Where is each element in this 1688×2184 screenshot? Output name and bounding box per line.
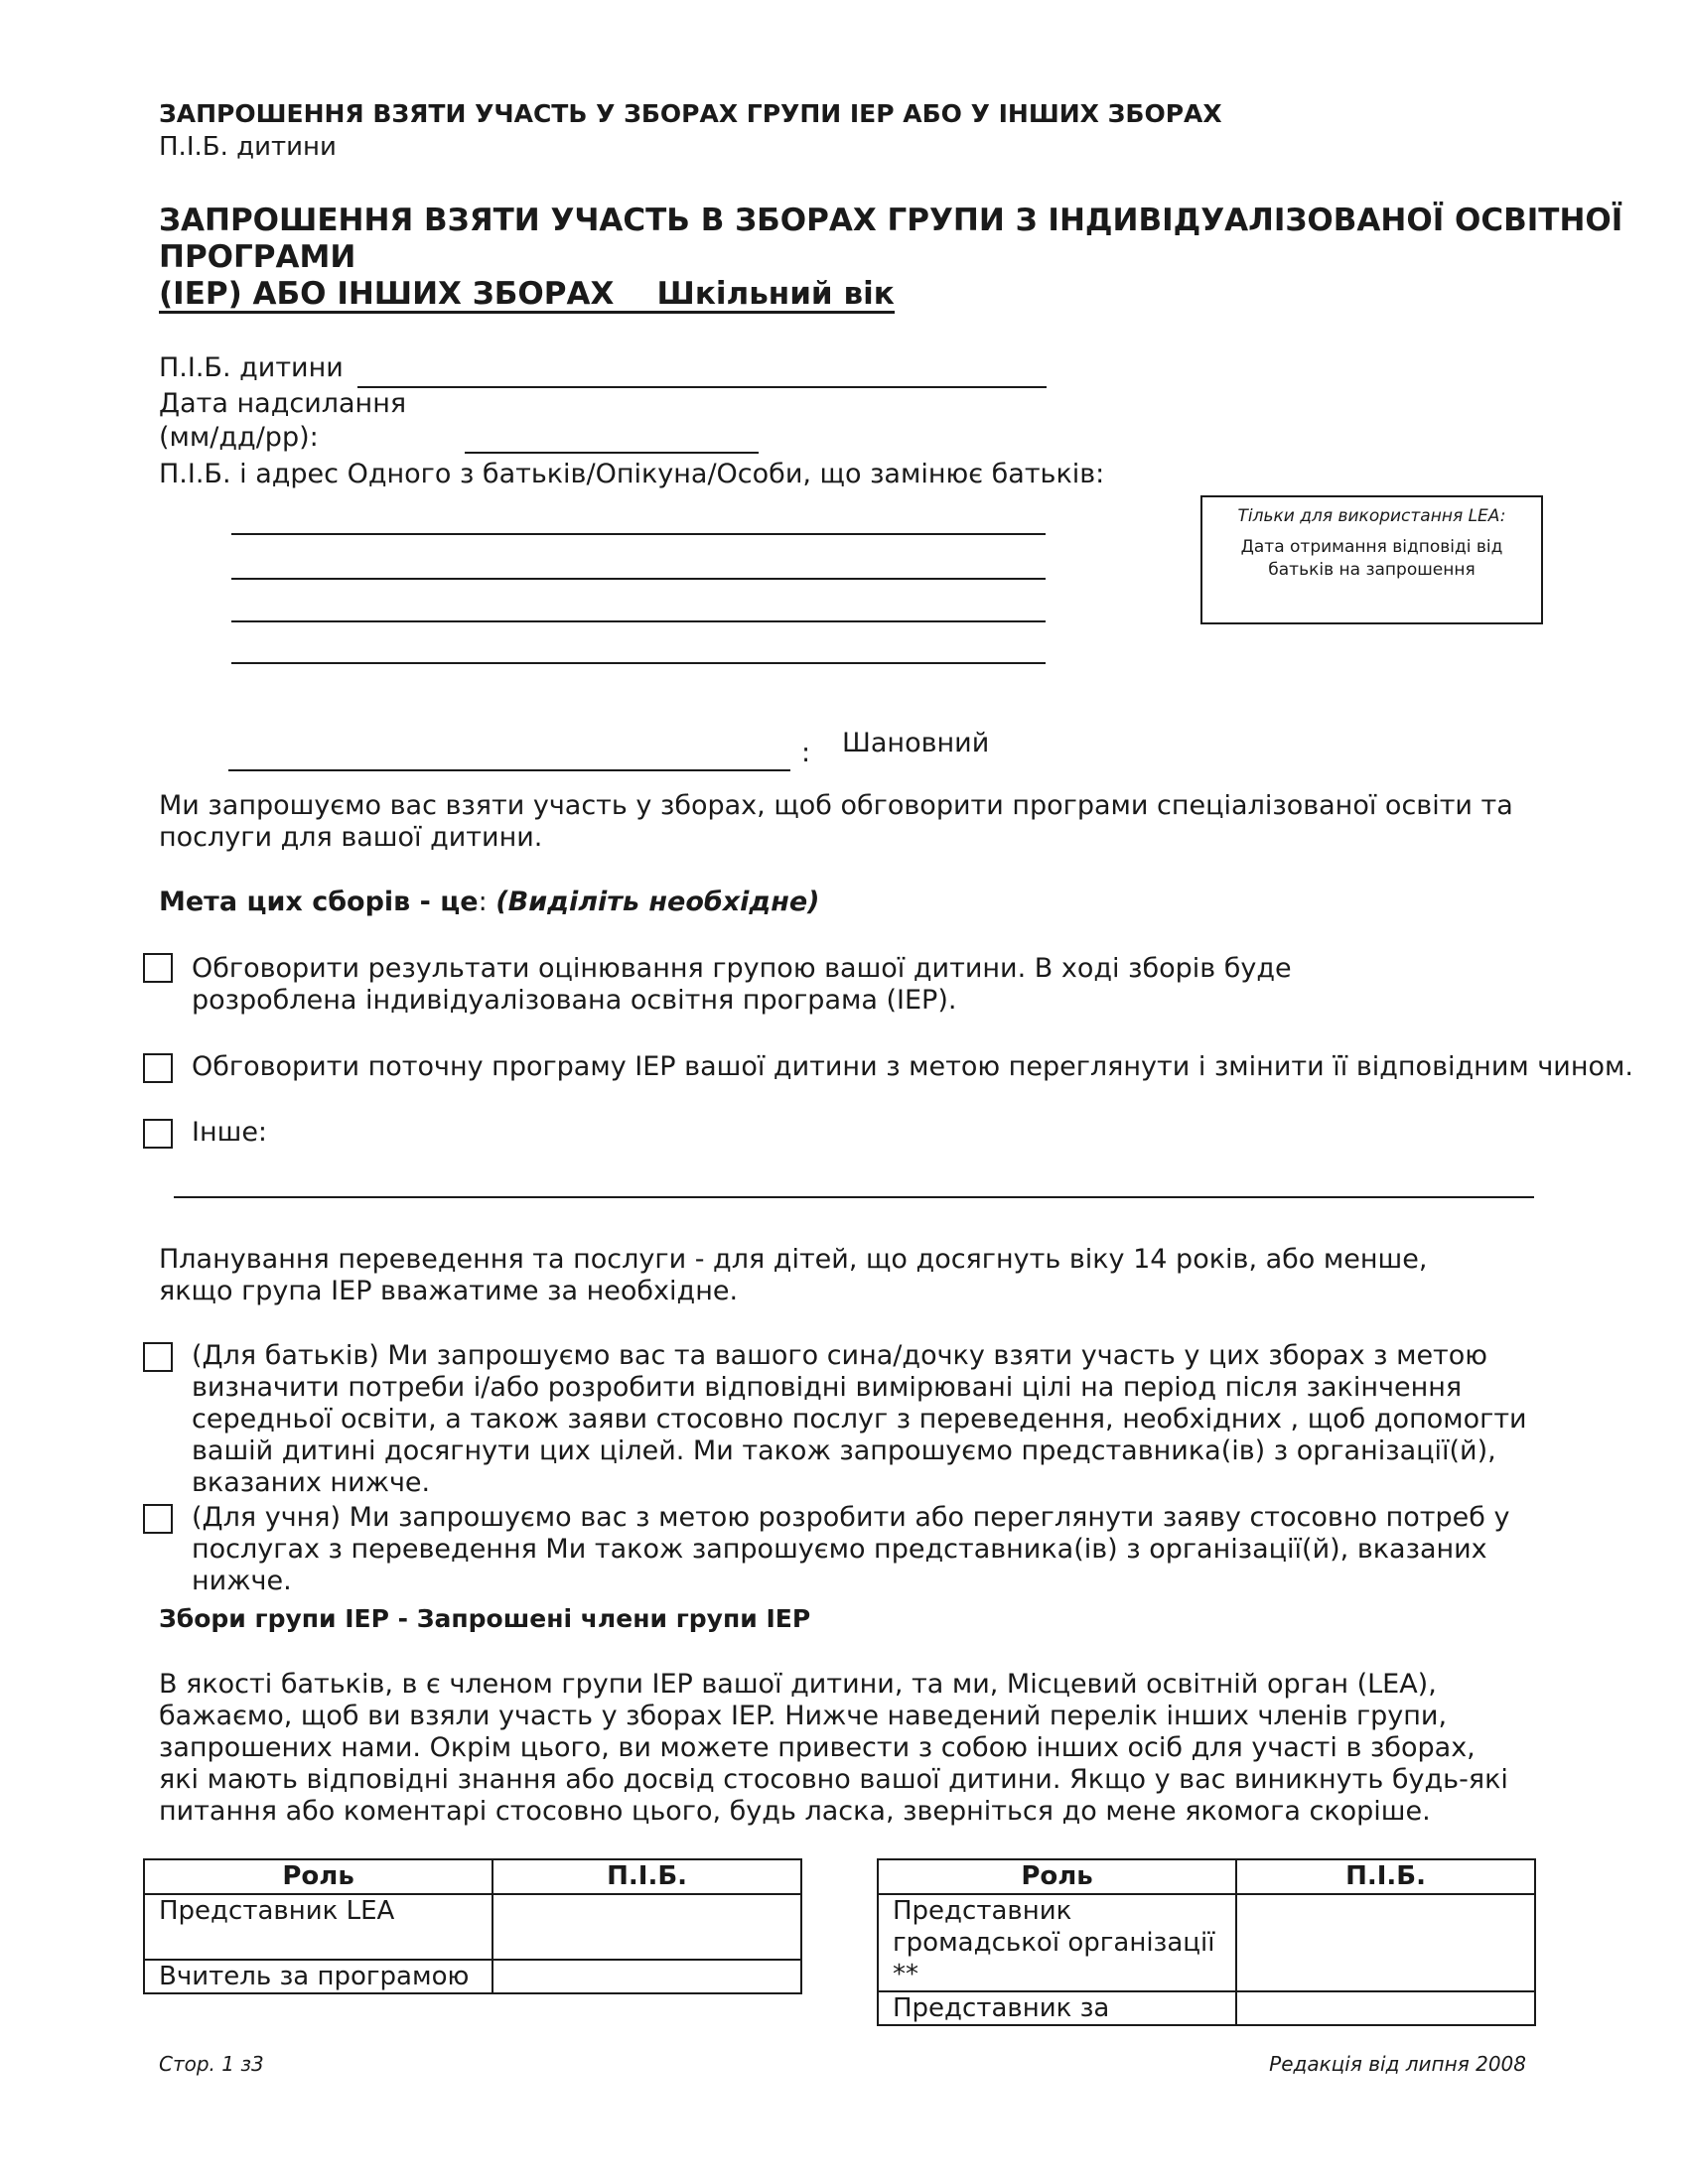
transition-student-text: (Для учня) Ми запрошуємо вас з метою розробити або переглянути заяву стосовно потреб у послугах з переведення Ми також запрошуємо представника(ів) з організації(й), вказаних нижче. [192, 1502, 1510, 1596]
purpose-option-2-text: Обговорити поточну програму IEP вашої дитини з метою переглянути і змінити її відповідним чином. [192, 1051, 1633, 1082]
header-child-name-label: П.І.Б. дитини [159, 132, 337, 162]
transition-parent-text: (Для батьків) Ми запрошуємо вас та вашого сина/дочку взяти участь у цих зборах з метою визначити потреби і/або розробити відповідні вимірювані цілі на період після закінчення середньої освіти, а також заяви стосовно послуг з переведення, необхідних , щоб допомогти вашій дитині досягнути цих цілей. Ми також запрошуємо представника(ів) з організації(й), вказаних нижче. [192, 1340, 1527, 1498]
table-cell-name-field[interactable] [1236, 1991, 1535, 2025]
document-header-title: ЗАПРОШЕННЯ ВЗЯТИ УЧАСТЬ У ЗБОРАХ ГРУПИ IEP АБО У ІНШИХ ЗБОРАХ [159, 99, 1222, 128]
purpose-option-1-checkbox[interactable] [143, 953, 173, 983]
transition-intro: Планування переведення та послуги - для дітей, що досягнуть віку 14 років, або менше, якщо група IEP вважатиме за необхідне. [159, 1244, 1428, 1306]
date-sent-field[interactable] [465, 452, 759, 454]
purpose-hint: (Виділіть необхідне) [495, 887, 820, 917]
child-name-label: П.І.Б. дитини [159, 352, 344, 383]
main-title [159, 203, 1622, 314]
members-paragraph: В якості батьків, в є членом групи IEP вашої дитини, та ми, Місцевий освітній орган (LEA), бажаємо, щоб ви взяли участь у зборах IEP. Нижче наведений перелік інших членів групи, запрошених нами. Окрім цього, ви можете привести з собою інших осіб для участі в зборах, які мають відповідні знання або досвід стосовно вашої дитини. Якщо у вас виникнуть будь-які питання або коментарі стосовно цього, будь ласка, зверніться до мене якомога скоріше. [159, 1669, 1508, 1827]
parent-address-line-2[interactable] [231, 578, 1046, 580]
main-title-line-1: ЗАПРОШЕННЯ ВЗЯТИ УЧАСТЬ В ЗБОРАХ ГРУПИ З ІНДИВІДУАЛІЗОВАНОЇ ОСВІТНОЇ [159, 203, 1623, 238]
table-cell-role: Представник громадської організації ** [878, 1894, 1236, 1991]
table-cell-role: Вчитель за програмою [144, 1960, 492, 1993]
purpose-option-other-text: Інше: [192, 1117, 268, 1148]
date-sent-label-2: (мм/дд/рр): [159, 422, 319, 453]
table-header-row [878, 1859, 1535, 1894]
lea-use-only-box [1200, 495, 1543, 624]
purpose-option-other-checkbox[interactable] [143, 1119, 173, 1149]
main-title-line-2: ПРОГРАМИ [159, 239, 356, 275]
transition-parent-checkbox[interactable] [143, 1342, 173, 1372]
table-row [144, 1960, 801, 1993]
table-header-role: Роль [878, 1859, 1236, 1894]
parent-address-line-3[interactable] [231, 620, 1046, 622]
table-header-role: Роль [144, 1859, 492, 1894]
salutation-name-field[interactable] [228, 769, 790, 771]
members-heading: Збори групи IEP - Запрошені члени групи IEP [159, 1604, 811, 1633]
table-cell-name-field[interactable] [492, 1894, 801, 1960]
purpose-label: Мета цих сборів - це [159, 887, 479, 917]
purpose-colon: : [478, 887, 496, 917]
parent-name-address-label: П.І.Б. і адрес Одного з батьків/Опікуна/Особи, що замінює батьків: [159, 459, 1105, 489]
salutation-text: Шановний [842, 728, 990, 758]
table-row [144, 1894, 801, 1960]
table-header-row [144, 1859, 801, 1894]
parent-address-line-4[interactable] [231, 662, 1046, 664]
transition-student-checkbox[interactable] [143, 1504, 173, 1534]
table-header-name: П.І.Б. [1236, 1859, 1535, 1894]
parent-address-line-1[interactable] [231, 533, 1046, 535]
table-cell-name-field[interactable] [492, 1960, 801, 1993]
purpose-option-1-text: Обговорити результати оцінювання групою вашої дитини. В ході зборів буде розроблена індивідуалізована освітня програма (IEP). [192, 953, 1292, 1016]
members-table-right [877, 1858, 1536, 2026]
table-row [878, 1991, 1535, 2025]
intro-paragraph: Ми запрошуємо вас взяти участь у зборах, щоб обговорити програми спеціалізованої освіти та послуги для вашої дитини. [159, 790, 1513, 853]
members-table-left [143, 1858, 802, 1994]
footer-page-number: Стор. 1 з3 [159, 2052, 264, 2076]
table-cell-role: Представник LEA [144, 1894, 492, 1960]
main-title-line-3: (IEP) АБО ІНШИХ ЗБОРАХ Шкільний вік [159, 276, 895, 312]
table-row [878, 1894, 1535, 1991]
table-cell-name-field[interactable] [1236, 1894, 1535, 1991]
footer-revision: Редакція від липня 2008 [1269, 2052, 1526, 2076]
purpose-heading [159, 887, 820, 917]
lea-box-heading: Тільки для використання LEA: [1237, 506, 1506, 526]
table-header-name: П.І.Б. [492, 1859, 801, 1894]
purpose-option-2-checkbox[interactable] [143, 1053, 173, 1083]
lea-box-text: Дата отримання відповіді від батьків на запрошення [1240, 537, 1503, 580]
salutation-colon: : [801, 738, 811, 768]
date-sent-label-1: Дата надсилання [159, 388, 407, 419]
table-cell-role: Представник за [878, 1991, 1236, 2025]
child-name-field[interactable] [357, 386, 1047, 388]
purpose-other-field[interactable] [174, 1196, 1534, 1198]
